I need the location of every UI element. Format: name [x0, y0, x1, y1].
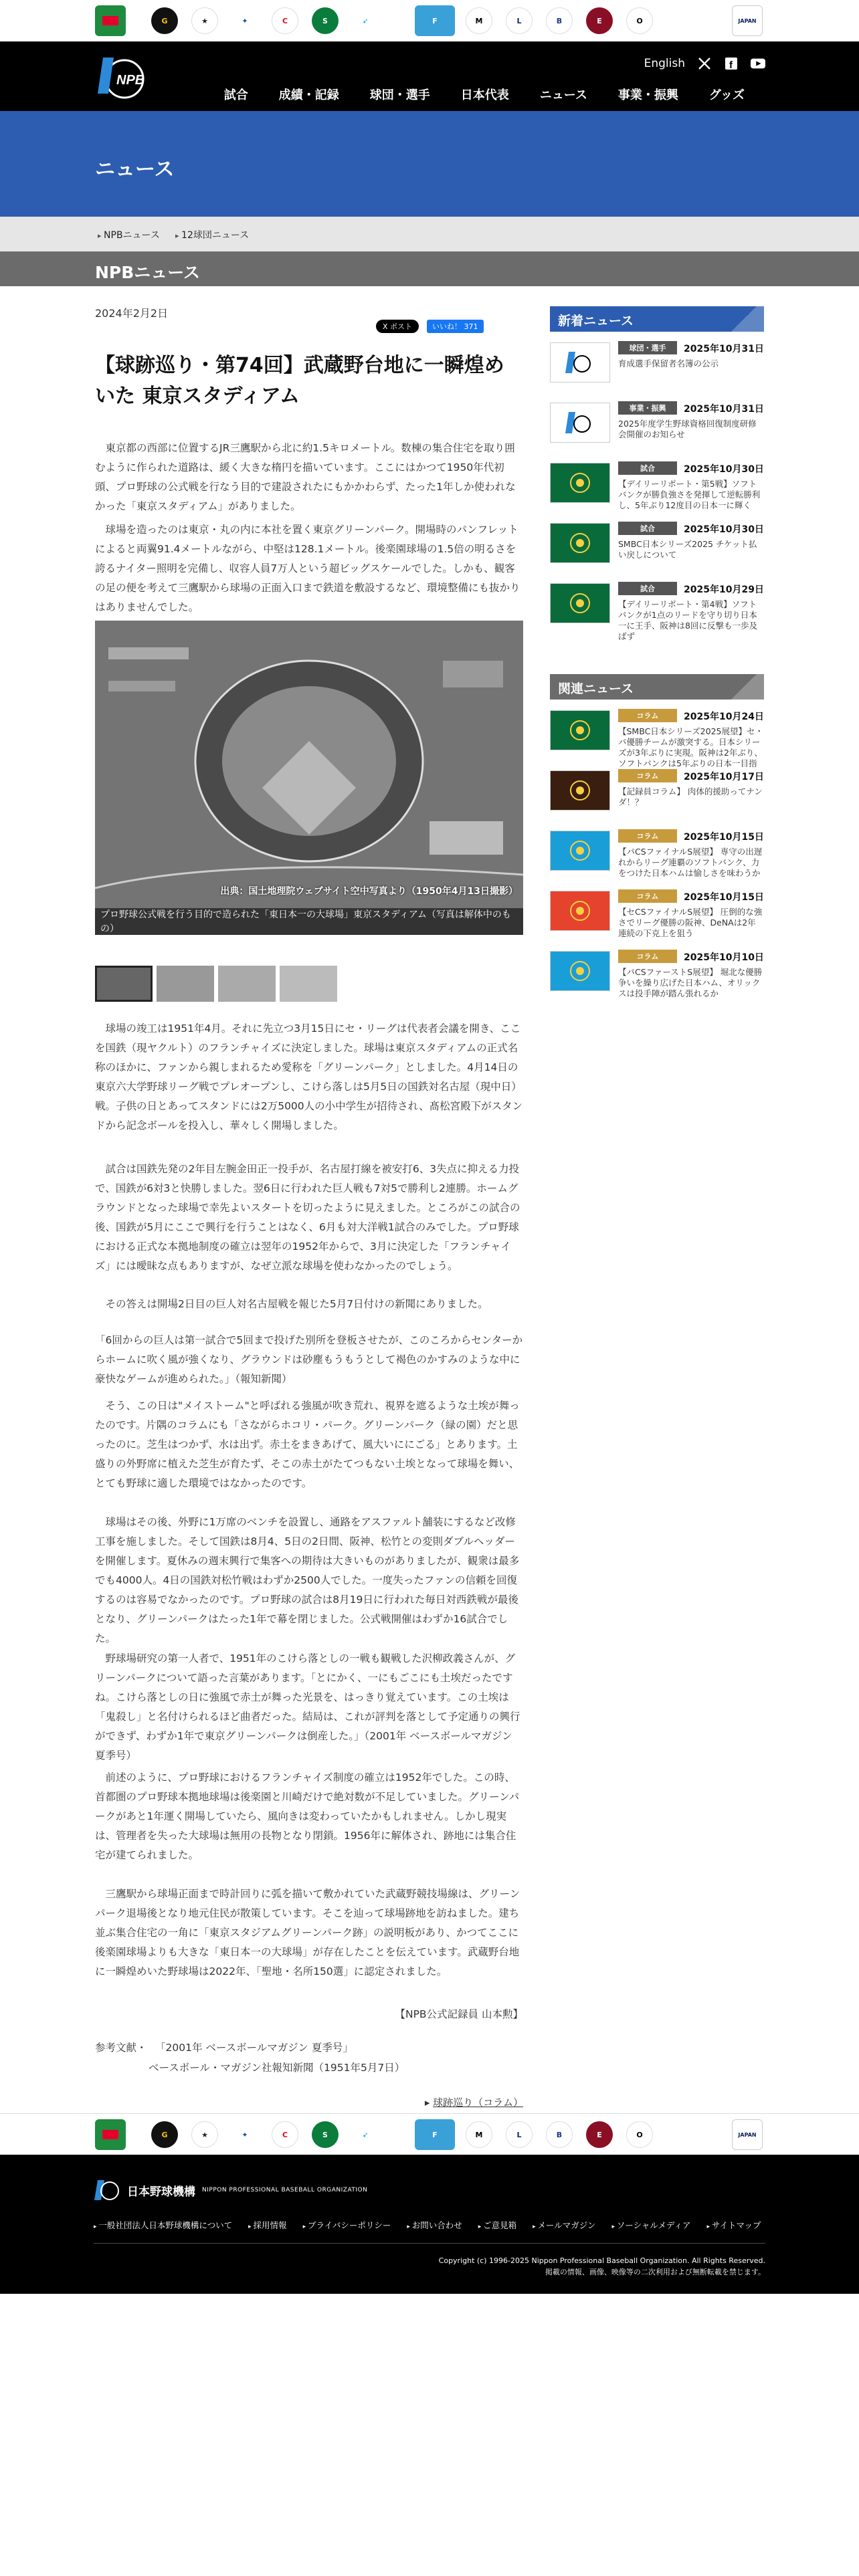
nav-national-team[interactable]: 日本代表 [460, 88, 509, 102]
tag-link-column[interactable]: ▸ 球跡巡り（コラム） [424, 2097, 523, 2109]
sidebar-related-title: 関連ニュース [550, 674, 764, 700]
news-list-item[interactable] [550, 829, 764, 880]
news-date: 2025年10月31日 [684, 344, 764, 354]
site-header [0, 41, 859, 111]
footer-link-sitemap[interactable]: ▸ サイトマップ [707, 2219, 761, 2231]
team-logo-fighters[interactable]: F [415, 2119, 455, 2150]
news-category: 試合 [618, 461, 677, 475]
news-list-item[interactable] [550, 709, 764, 768]
thumbnail-1[interactable] [95, 966, 153, 1002]
header-links [644, 56, 765, 71]
news-thumbnail[interactable] [550, 831, 610, 871]
news-thumbnail[interactable] [550, 770, 610, 811]
news-thumbnail-icon [563, 590, 597, 617]
footer-link-mailmag[interactable]: ▸ メールマガジン [533, 2219, 595, 2231]
news-category: コラム [618, 950, 677, 963]
article-paragraph: 球場はその後、外野に1万席のベンチを設置し、通路をアスファルト舗装にするなど改修工事を施しました。そして国鉄は8月4、5日の2日間、阪神、松竹との変則ダブルヘッダーを開催します。夏休みの週末興行で集客への期待は大きいものがありましたが、観衆は最多でも4000人。4日の国鉄対松竹戦はわずか2500人でした。一度失ったファンの信頼を回復するのは容易でなかったのです。プロ野球の試合は8月19日に行われた毎日対西鉄戦が最後となり、グリーンパークはたった1年で幕を閉じました。公式戦開催はわずか16試合でした。 [95, 1516, 520, 1644]
team-logo-carp[interactable]: C [272, 2121, 298, 2148]
npb-footer-logo [94, 2179, 120, 2202]
team-logo-baystars[interactable]: ★ [191, 2121, 218, 2148]
reference-1: 「2001年 ベースボールマガジン 夏季号」 [155, 2042, 353, 2054]
aerial-photo[interactable] [95, 621, 523, 935]
news-date: 2025年10月29日 [684, 584, 764, 595]
team-logo-baystars[interactable]: ★ [191, 7, 218, 34]
footer-link-privacy[interactable]: ▸ プライバシーポリシー [303, 2219, 391, 2231]
team-logo-giants[interactable]: G [151, 7, 178, 34]
x-icon[interactable] [697, 56, 712, 71]
samurai-japan-logo[interactable]: JAPAN [732, 5, 763, 36]
footer-org-name-en: NIPPON PROFESSIONAL BASEBALL ORGANIZATION [202, 2187, 368, 2193]
footer-link-contact[interactable]: ▸ お問い合わせ [407, 2219, 462, 2231]
npb-logo[interactable] [94, 53, 158, 100]
team-logo-orix[interactable]: O [626, 7, 653, 34]
news-category: 事業・振興 [618, 401, 677, 415]
news-thumbnail[interactable] [550, 403, 610, 443]
news-category: コラム [618, 769, 677, 782]
nav-business[interactable]: 事業・振興 [617, 88, 678, 102]
team-logo-dragons[interactable]: ✦ [231, 7, 258, 34]
news-category: 球団・選手 [618, 341, 677, 354]
footer-divider [94, 2243, 765, 2244]
news-thumbnail[interactable] [550, 710, 610, 750]
team-logo-tigers[interactable] [95, 2119, 126, 2150]
news-list-item[interactable] [550, 889, 764, 940]
article-paragraph: 前述のように、プロ野球におけるフランチャイズ制度の確立は1952年でした。この時、首都圏のプロ野球本拠地球場は後楽園と川崎だけで絶対数が不足していました。グリーンパークがあと1年運く開場していたら、風向きは変わっていたかもしれません。しかし現実は、管理者を失った大球場は無用の長物となり閉鎖。1956年に解体され、跡地には集合住宅が建てられました。 [95, 1772, 520, 1861]
sidebar-related-news [550, 674, 764, 1000]
team-logo-orix[interactable]: O [626, 2121, 653, 2148]
news-thumbnail-icon [563, 717, 597, 744]
team-logo-buffaloes[interactable]: B [546, 2121, 573, 2148]
tag-link-label[interactable]: 球跡巡り（コラム） [433, 2097, 523, 2109]
breadcrumb-npb-news[interactable]: ▸ NPBニュース [98, 228, 160, 241]
article-date: 2024年2月2日 [95, 307, 169, 320]
sidebar-new-title: 新着ニュース [550, 306, 764, 332]
nav-games[interactable]: 試合 [223, 88, 248, 102]
news-title[interactable]: 育成選手保留者名簿の公示 [618, 358, 719, 368]
team-logo-carp[interactable]: C [272, 7, 298, 34]
news-category: コラム [618, 709, 677, 722]
news-title[interactable]: 【SMBC日本シリーズ2025展望】セ・パ優勝チームが激突する。日本シリーズが3年ぶりに実現。阪神は2年ぶり、ソフトバンクは5年ぶりの日本一目指 [618, 726, 763, 768]
news-date: 2025年10月24日 [684, 712, 764, 722]
news-thumbnail-icon [563, 409, 597, 436]
news-list-item[interactable] [550, 582, 764, 641]
photo-caption: プロ野球公式戦を行う目的で造られた「東日本一の大球場」東京スタディアム（写真は解体中のもの） [95, 908, 523, 935]
news-category: 試合 [618, 582, 677, 595]
section-bar [0, 251, 859, 286]
breadcrumb-12-teams-news[interactable]: ▸ 12球団ニュース [175, 228, 249, 241]
team-logo-marines[interactable]: M [466, 7, 492, 34]
article-paragraph: 球場の竣工は1951年4月。それに先立つ3月15日にセ・リーグは代表者会議を開き、ここを国鉄（現ヤクルト）のフランチャイズに決定しました。球場は東京スタディアムの正式名称のほかに、ファンから親しまれるため愛称を「グリーンパーク」としました。4月14日の東京六大学野球リーグ戦でプレオープンし、こけら落しは5月5日の国鉄対名古屋（現中日）戦。子供の日とあってスタンドには2万5000人の小中学生が招待され、髙松宮殿下がスタンドから記念ボールを投入し、華々しく開場しました。 [95, 1023, 523, 1132]
footer-org-name: 日本野球機構 [127, 2185, 195, 2199]
page-banner [0, 111, 859, 217]
news-category: コラム [618, 889, 677, 903]
news-thumbnail[interactable] [550, 463, 610, 503]
news-date: 2025年10月30日 [684, 524, 764, 535]
team-logo-fighters[interactable]: F [415, 5, 455, 36]
news-thumbnail-icon [563, 349, 597, 376]
facebook-icon[interactable] [724, 56, 739, 71]
team-logo-dragons[interactable]: ✦ [231, 2121, 258, 2148]
team-logo-eagles[interactable]: E [586, 2121, 613, 2148]
news-date: 2025年10月10日 [684, 952, 764, 963]
nav-goods[interactable]: グッズ [708, 88, 745, 102]
svg-text:NPB: NPB [116, 73, 145, 88]
x-post-button[interactable]: X ポスト [376, 320, 419, 333]
team-logo-lions[interactable]: L [506, 7, 533, 34]
news-category: 試合 [618, 522, 677, 535]
page-title: ニュース [95, 158, 175, 181]
nav-stats[interactable]: 成績・記録 [278, 88, 339, 102]
article-paragraph: 野球場研究の第一人者で、1951年のこけら落としの一戦も観戦した沢柳政義さんが、グリーンパークについて語った言葉があります。「とにかく、一にもごこにも土埃だったですね。こけら落としの日に強風で赤土が舞った光景を、はっきり覚えています。この土埃は「鬼殺し」と名付けられるほど曲者だった。結局は、これが評判を落として予定通りの興行ができず、わずか1年で東京グリーンパークは倒産した。」（2001年 ベースボールマガジン 夏季号） [95, 1652, 520, 1761]
article-author: 【NPB公式記録員 山本勲】 [395, 2008, 523, 2020]
team-logo-bar [0, 0, 859, 41]
site-footer [0, 2155, 859, 2294]
news-list-item[interactable] [550, 522, 764, 572]
news-list-item[interactable] [550, 341, 764, 392]
news-thumbnail[interactable] [550, 951, 610, 991]
news-list-item[interactable] [550, 401, 764, 452]
news-date: 2025年10月30日 [684, 464, 764, 475]
facebook-like-button[interactable]: いいね！ 371 [427, 320, 484, 333]
thumbnail-2[interactable] [157, 966, 214, 1002]
copyright-notice: 掲載の情報、画像、映像等の二次利用および無断転載を禁じます。 [545, 2268, 765, 2276]
sidebar-new-news [550, 306, 764, 641]
global-nav [209, 86, 760, 103]
team-logo-hawks[interactable]: ➶ [352, 7, 379, 34]
footer-link-recruit[interactable]: ▸ 採用情報 [248, 2219, 286, 2231]
references-label: 参考文献・ [95, 2042, 147, 2054]
share-buttons [376, 320, 484, 333]
footer-team-logos [0, 2114, 859, 2155]
article-paragraph: そう、この日は"メイストーム"と呼ばれる強風が吹き荒れ、視界を遮るような土埃が舞ったのです。片隅のコラムにも「さながらホコリ・パーク。グリーンパーク（緑の園）だと思ったのに。芝生はつかず、水は出ず。赤土をまきあげて、風大いににごる」とあります。土盛りの外野席に植えた芝生が育たず、そこの赤土がたてつもない土埃となって球場を舞い、とても野球に適した環境ではなかったのです。 [95, 1400, 520, 1489]
english-link[interactable]: English [644, 57, 685, 70]
news-thumbnail-icon [563, 897, 597, 924]
photo-credit: 出典：国土地理院ウェブサイト空中写真より（1950年4月13日撮影） [220, 886, 518, 897]
footer-link-about[interactable]: ▸ 一般社団法人日本野球機構について [94, 2219, 232, 2231]
team-logo-giants[interactable]: G [151, 2121, 178, 2148]
news-thumbnail-icon [563, 469, 597, 496]
team-logo-swallows[interactable]: S [312, 7, 339, 34]
news-date: 2025年10月15日 [684, 892, 764, 903]
footer-link-opinion[interactable]: ▸ ご意見箱 [478, 2219, 516, 2231]
news-thumbnail[interactable] [550, 891, 610, 931]
article-paragraph: その答えは開場2日目の巨人対名古屋戦を報じた5月7日付けの新聞にありました。 [105, 1298, 488, 1310]
article-paragraph: 試合は国鉄先発の2年目左腕金田正一投手が、名古屋打線を被安打6、3失点に抑える力投で、国鉄が6対3と快勝しました。翌6日に行われた巨人戦も7対5で勝利し2連勝。ホームグラウンドとなった球場で幸先よいスタートを切ったように見えました。ところがこの試合の後、国鉄が5月にここで興行を行うことはなく、6月も対大洋戦1試合のみでした。プロ野球における正式な本拠地制度の確立は翌年の1952年からで、3月に決定した「フランチャイズ」には曖昧な点もありますが、なぜ立派な球場を使わなかったのでしょう。 [95, 1163, 520, 1272]
news-thumbnail-icon [563, 958, 597, 984]
article-paragraph: 「6回からの巨人は第一試合で5回まで投げた別所を登板させたが、このころからセンターからホームに吹く風が強くなり、グラウンドは砂塵もうもうとして褐色のかすみのような中に豪快なゲームが進められた。」（報知新聞） [95, 1334, 523, 1385]
footer-link-social[interactable]: ▸ ソーシャルメディア [612, 2219, 691, 2231]
news-list-item[interactable] [550, 769, 764, 820]
news-date: 2025年10月17日 [684, 772, 764, 782]
article-paragraph: 球場を造ったのは東京・丸の内に本社を置く東京グリーンパーク。開場時のパンフレットによると両翼91.4メートルながら、中堅は128.1メートル。後楽園球場の1.5倍の明るさを誇るナイター照明を完備し、収容人員7万人という超ビッグスケールでした。しかも、観客の足の便を考えて三鷹駅から球場の正面入口まで鉄道を敷設するなど、環境整備にも抜かりはありませんでした。 [95, 524, 520, 613]
thumbnail-3[interactable] [218, 966, 276, 1002]
team-logo-buffaloes[interactable]: B [546, 7, 573, 34]
news-title[interactable]: 【デイリーリポート・第4戦】ソフトバンクが1点のリードを守り切り日本一に王手、阪神は8回に反撃も一歩及ばず [618, 599, 757, 641]
team-logo-swallows[interactable]: S [312, 2121, 339, 2148]
article-title: 【球跡巡り・第74回】武蔵野台地に一瞬煌めいた 東京スタディアム [95, 354, 504, 408]
news-thumbnail-icon [563, 777, 597, 804]
section-title: NPBニュース [95, 263, 201, 282]
team-logo-tigers[interactable] [95, 5, 126, 36]
copyright: Copyright (c) 1996-2025 Nippon Professional Baseball Organization. All Rights Reserved. [438, 2256, 765, 2265]
nav-teams[interactable]: 球団・選手 [369, 88, 430, 102]
article-paragraph: 三鷹駅から球場正面まで時計回りに弧を描いて敷かれていた武蔵野競技場線は、グリーンパーク退場後となり地元住民が散策しています。そこを辿って球場跡地を訪ねました。建ち並ぶ集合住宅の一角に「東京スタジアムグリーンパーク跡」の説明板があり、かつてここに後楽園球場よりも大きな「東日本一の大球場」が存在したことを伝えています。武蔵野台地に一瞬煌めいた野球場は2022年、「聖地・名所150選」に認定されました。 [95, 1888, 520, 1977]
footer-org[interactable] [94, 2179, 367, 2202]
news-category: コラム [618, 829, 677, 843]
news-title[interactable]: 【セCSファイナルS展望】 圧倒的な強さでリーグ優勝の阪神、DeNAは2年連続の下克上を狙う [618, 907, 763, 938]
footer-links [94, 2219, 761, 2231]
team-logo-lions[interactable]: L [506, 2121, 533, 2148]
news-thumbnail-icon [563, 530, 597, 556]
photo-thumbnails [95, 966, 337, 1002]
news-thumbnail[interactable] [550, 523, 610, 563]
news-thumbnail[interactable] [550, 583, 610, 623]
breadcrumb [0, 217, 859, 251]
news-title[interactable]: 【記録員コラム】 肉体的援助ってナンダ！？ [618, 786, 763, 807]
news-title[interactable]: 【パCSファイナルS展望】 専守の出遅れからリーグ連覇のソフトバンク、力をつけた日本ハムは愉しさを味わうか [618, 847, 763, 878]
samurai-japan-logo[interactable]: JAPAN [732, 2119, 763, 2150]
news-date: 2025年10月15日 [684, 832, 764, 843]
news-thumbnail-icon [563, 837, 597, 864]
reference-2: ベースボール・マガジン社報知新聞（1951年5月7日） [149, 2062, 405, 2074]
news-title[interactable]: 【デイリーリポート・第5戦】ソフトバンクが勝負強さを発揮して逆転勝利し、5年ぶり12度目の日本一に輝く [618, 479, 761, 510]
nav-news[interactable]: ニュース [539, 88, 587, 102]
thumbnail-4[interactable] [280, 966, 337, 1002]
news-list-item[interactable] [550, 461, 764, 512]
article-paragraph: 東京都の西部に位置するJR三鷹駅から北に約1.5キロメートル。数棟の集合住宅を取り囲むように作られた道路は、緩く大きな楕円を描いています。ここにはかつて1950年代初頭、プロ野球の公式戦を行なう目的で建設されたにもかかわらず、たった1年しか使われなかった「東京スタディアム」がありました。 [95, 442, 516, 512]
team-logo-marines[interactable]: M [466, 2121, 492, 2148]
youtube-icon[interactable] [751, 56, 765, 71]
news-title[interactable]: 2025年度学生野球資格回復制度研修会開催のお知らせ [618, 419, 757, 439]
news-date: 2025年10月31日 [684, 404, 764, 415]
news-list-item[interactable] [550, 950, 764, 1000]
news-title[interactable]: 【パCSファーストS展望】 堀北な優勝争いを繰り広げた日本ハム、オリックスは投手陣が踏ん張れるか [618, 967, 763, 998]
footer-team-logo-bar [0, 2113, 859, 2155]
news-thumbnail[interactable] [550, 342, 610, 383]
svg-text:f: f [729, 60, 733, 70]
team-logo-hawks[interactable]: ➶ [352, 2121, 379, 2148]
news-title[interactable]: SMBC日本シリーズ2025 チケット払い戻しについて [618, 539, 757, 560]
team-logo-eagles[interactable]: E [586, 7, 613, 34]
